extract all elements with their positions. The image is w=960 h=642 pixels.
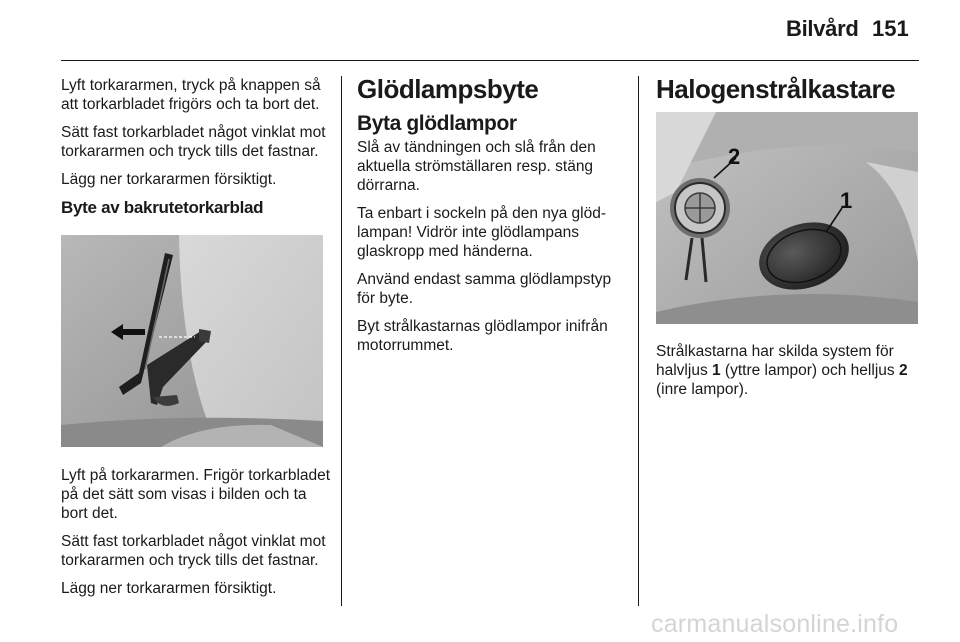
paragraph: Lyft torkararmen, tryck på knappen så att torkarbladet frigörs och ta bort det. — [61, 77, 321, 113]
subsection-title: Byta glödlampor — [357, 112, 517, 135]
header-rule — [61, 60, 919, 61]
watermark: carmanualsonline.info — [651, 610, 899, 638]
paragraph: Strålkastarna har skilda system för halvljus 1 (yttre lampor) och helljus 2 (inre lampor). — [656, 343, 908, 398]
paragraph: Sätt fast torkarbladet något vinklat mot torkararmen och tryck tills det fastnar. — [61, 533, 326, 569]
column-divider-right — [638, 76, 639, 606]
column-middle — [357, 76, 625, 364]
subheading-rear-wiper: Byte av bakrutetorkarblad — [61, 198, 264, 217]
callout-ref-2: 2 — [898, 362, 908, 379]
column-divider-left — [341, 76, 342, 606]
column-right — [656, 76, 921, 408]
paragraph: Sätt fast torkarbladet något vinklat mot torkararmen och tryck tills det fastnar. — [61, 124, 326, 160]
paragraph: Lägg ner torkararmen försiktigt. — [61, 171, 277, 188]
section-title: Glödlampsbyte — [357, 74, 539, 104]
headlamp-illustration — [656, 112, 918, 324]
callout-ref-1: 1 — [712, 362, 721, 379]
paragraph: Använd endast samma glödlampstyp för byte. — [357, 271, 612, 307]
paragraph: Lyft på torkararmen. Frigör torkarbladet på det sätt som visas i bilden och ta bort det. — [61, 467, 331, 522]
column-left — [61, 76, 331, 607]
page-number: 151 — [872, 16, 909, 41]
paragraph: Slå av tändningen och slå från den aktuella strömställaren resp. stäng dörrarna. — [357, 139, 596, 194]
callout-2: 2 — [728, 144, 741, 169]
section-title-halogen: Halogenstrålkastare — [656, 74, 896, 104]
paragraph: Ta enbart i sockeln på den nya glödlampan! Vidrör inte glödlampans glaskropp med händerna. — [357, 205, 607, 260]
header-title: Bilvård — [786, 16, 859, 41]
rear-wiper-illustration — [61, 235, 323, 447]
paragraph: Byt strålkastarnas glödlampor inifrån motorrummet. — [357, 318, 608, 354]
callout-1: 1 — [840, 188, 853, 213]
paragraph: Lägg ner torkararmen försiktigt. — [61, 580, 277, 597]
